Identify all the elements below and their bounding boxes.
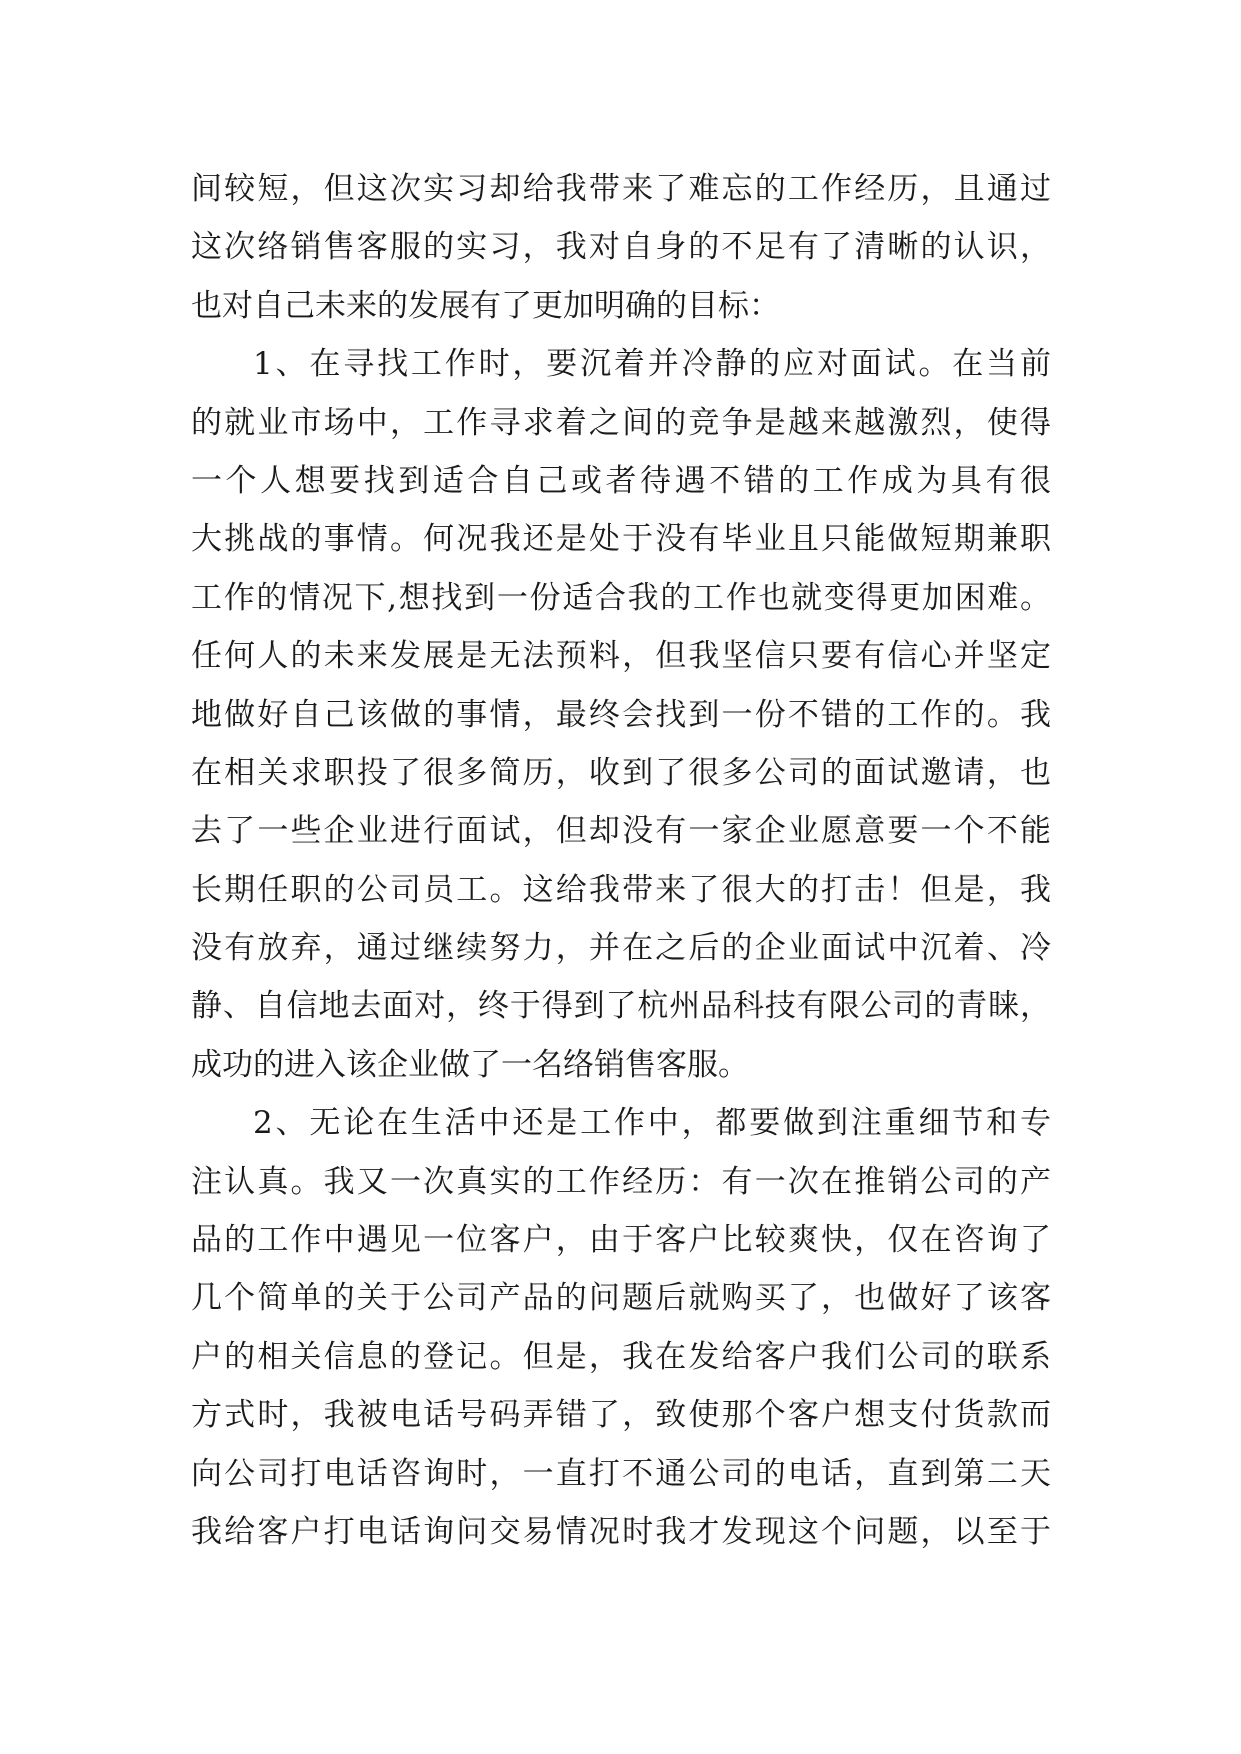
text-line: 任何人的未来发展是无法预料，但我坚信只要有信心并坚定 [191, 638, 1051, 675]
text-line: 大挑战的事情。何况我还是处于没有毕业且只能做短期兼职 [191, 521, 1051, 558]
text-line: 的就业市场中，工作寻求着之间的竞争是越来越激烈，使得 [191, 404, 1051, 441]
text-line: 成功的进入该企业做了一名络销售客服。 [191, 1046, 749, 1083]
text-line: 品的工作中遇见一位客户，由于客户比较爽快，仅在咨询了 [191, 1222, 1051, 1259]
text-line: 也对自己未来的发展有了更加明确的目标： [191, 287, 780, 324]
text-line: 注认真。我又一次真实的工作经历：有一次在推销公司的产 [191, 1163, 1051, 1200]
text-line: 工作的情况下,想找到一份适合我的工作也就变得更加困难。 [191, 579, 1051, 616]
text-line: 方式时，我被电话号码弄错了，致使那个客户想支付货款而 [191, 1397, 1051, 1434]
text-line: 一个人想要找到适合自己或者待遇不错的工作成为具有很 [191, 462, 1051, 499]
text-line: 去了一些企业进行面试，但却没有一家企业愿意要一个不能 [191, 813, 1051, 850]
text-line: 在相关求职投了很多简历，收到了很多公司的面试邀请，也 [191, 754, 1051, 791]
text-line: 静、自信地去面对，终于得到了杭州品科技有限公司的青睐， [191, 988, 1051, 1025]
paragraph-1-first-line: 1、在寻找工作时，要沉着并冷静的应对面试。在当前 [253, 346, 1051, 383]
body-text [191, 160, 1051, 1561]
text-line: 几个简单的关于公司产品的问题后就购买了，也做好了该客 [191, 1280, 1051, 1317]
text-line: 这次络销售客服的实习，我对自身的不足有了清晰的认识， [191, 229, 1051, 266]
text-line: 地做好自己该做的事情，最终会找到一份不错的工作的。我 [191, 696, 1051, 733]
text-line: 我给客户打电话询问交易情况时我才发现这个问题，以至于 [191, 1513, 1051, 1550]
paragraph-2-first-line: 2、无论在生活中还是工作中，都要做到注重细节和专 [253, 1105, 1051, 1142]
text-line: 间较短，但这次实习却给我带来了难忘的工作经历，且通过 [191, 171, 1051, 207]
text-line: 没有放弃，通过继续努力，并在之后的企业面试中沉着、冷 [191, 930, 1051, 967]
text-line: 户的相关信息的登记。但是，我在发给客户我们公司的联系 [191, 1338, 1051, 1375]
text-line: 向公司打电话咨询时，一直打不通公司的电话，直到第二天 [191, 1455, 1051, 1492]
text-line: 长期任职的公司员工。这给我带来了很大的打击！但是，我 [191, 871, 1051, 908]
